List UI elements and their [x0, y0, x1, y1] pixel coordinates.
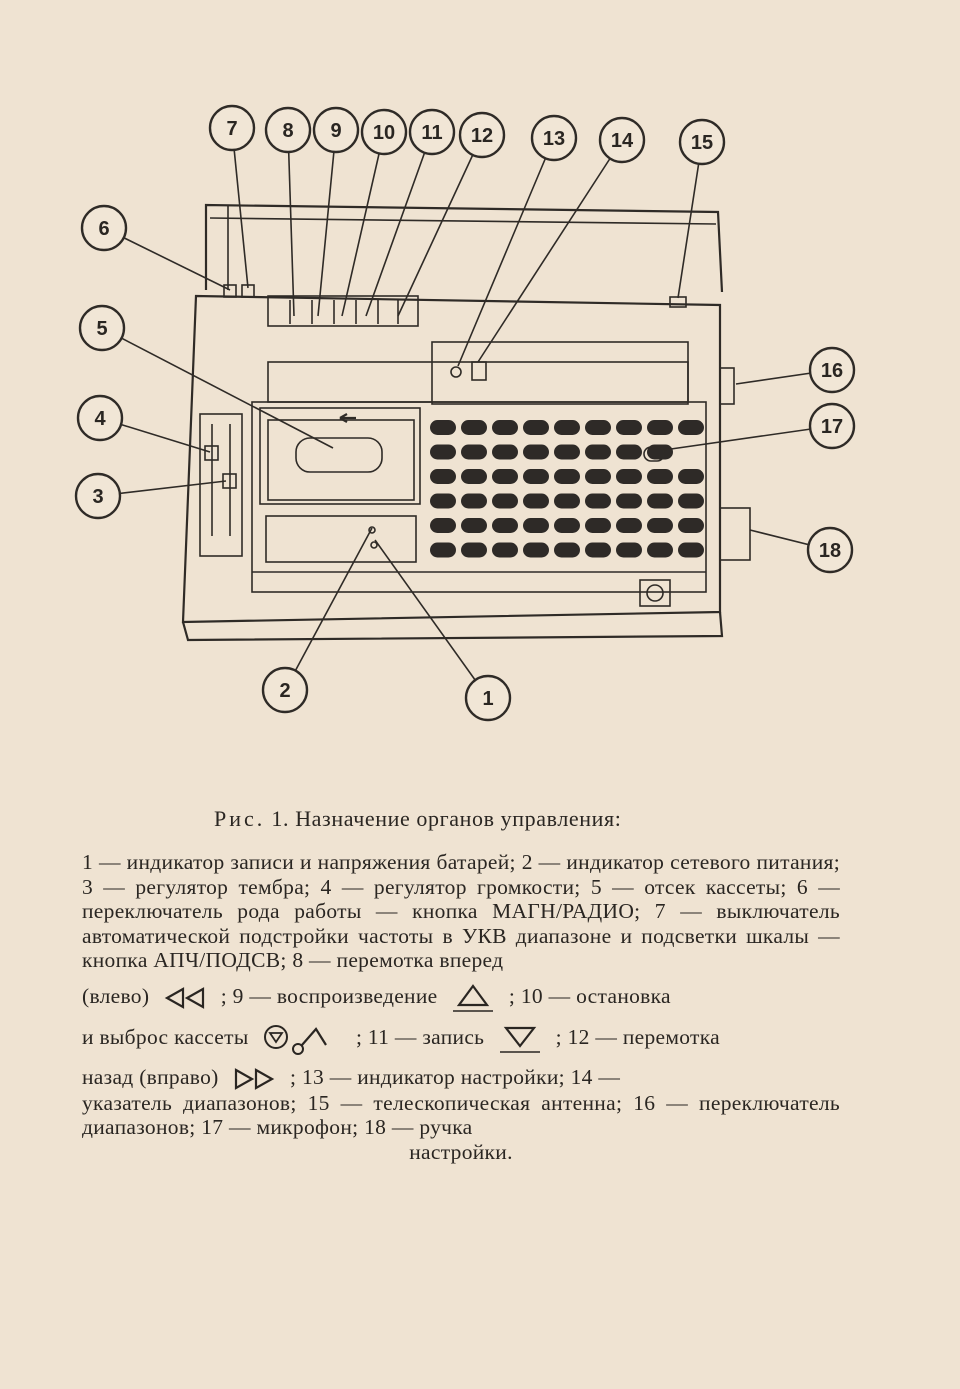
svg-text:2: 2: [279, 680, 291, 702]
caption-prefix: Рис.: [214, 806, 266, 831]
record-icon: [498, 1024, 542, 1054]
legend-paragraph: указатель диапазонов; 15 — телескопическая антенна; 16 — переключатель диапазонов; 17 — микрофон; 18 — ручка: [82, 1090, 840, 1140]
svg-text:4: 4: [94, 408, 106, 430]
svg-text:11: 11: [421, 122, 443, 144]
legend-line-stop: [82, 1023, 840, 1055]
svg-text:15: 15: [690, 132, 714, 154]
callout-15: [680, 120, 724, 164]
callout-2: [263, 668, 307, 712]
figure-legend: [82, 850, 840, 1164]
legend-line-back: [82, 1065, 840, 1091]
callout-5: [80, 306, 124, 350]
legend-text: ; 11 — запись: [355, 1024, 485, 1049]
svg-text:17: 17: [820, 416, 844, 438]
callout-12: [460, 113, 504, 157]
legend-text: (влево): [82, 983, 150, 1008]
callout-1: [466, 676, 510, 720]
legend-line-rewind: [82, 983, 840, 1013]
legend-end: настройки.: [409, 1139, 513, 1164]
callout-13: [532, 116, 576, 160]
callout-16: [810, 348, 854, 392]
legend-text: назад (вправо): [82, 1064, 219, 1089]
svg-text:18: 18: [818, 540, 842, 562]
svg-text:9: 9: [330, 120, 342, 142]
svg-text:16: 16: [820, 360, 844, 382]
callout-3: [76, 474, 120, 518]
svg-text:5: 5: [96, 318, 108, 340]
figure-caption: [214, 806, 774, 832]
speaker-grille: [430, 420, 704, 558]
svg-text:13: 13: [542, 128, 566, 150]
svg-text:6: 6: [98, 218, 110, 240]
svg-text:7: 7: [226, 118, 238, 140]
svg-text:8: 8: [282, 120, 294, 142]
svg-text:14: 14: [610, 130, 634, 152]
callout-10: [362, 110, 406, 154]
legend-paragraph: 1 — индикатор записи и напряжения батарей; 2 — индикатор сетевого питания; 3 — регулятор тембра; 4 — регулятор громкости; 5 — отсек кассеты; 6 — переключатель рода работы — кнопка МАГН/РАДИО; 7 — выключатель автоматической подстройки частоты в УКВ диапазоне и подсветки шкалы — кнопка АПЧ/ПОДСВ; 8 — перемотка вперед: [82, 850, 840, 972]
svg-text:12: 12: [470, 125, 494, 147]
callout-4: [78, 396, 122, 440]
svg-text:3: 3: [92, 486, 104, 508]
caption-text: 1. Назначение органов управления:: [271, 806, 622, 831]
callout-17: [810, 404, 854, 448]
callout-9: [314, 108, 358, 152]
legend-text: ; 10 — остановка: [508, 983, 671, 1008]
callout-7: [210, 106, 254, 150]
legend-text: ; 12 — перемотка: [555, 1024, 721, 1049]
fast-forward-left-icon: [163, 986, 207, 1010]
callout-18: [808, 528, 852, 572]
callout-14: [600, 118, 644, 162]
legend-text: ; 9 — воспроизведение: [220, 983, 438, 1008]
play-icon: [451, 983, 495, 1013]
stop-eject-icon: [262, 1023, 342, 1055]
rewind-right-icon: [232, 1067, 276, 1091]
svg-text:10: 10: [372, 122, 396, 144]
callout-6: [82, 206, 126, 250]
legend-text: ; 13 — индикатор настройки; 14 —: [290, 1064, 621, 1089]
callout-11: [410, 110, 454, 154]
legend-text: и выброс кассеты: [82, 1024, 249, 1049]
svg-text:1: 1: [482, 688, 494, 710]
callout-8: [266, 108, 310, 152]
